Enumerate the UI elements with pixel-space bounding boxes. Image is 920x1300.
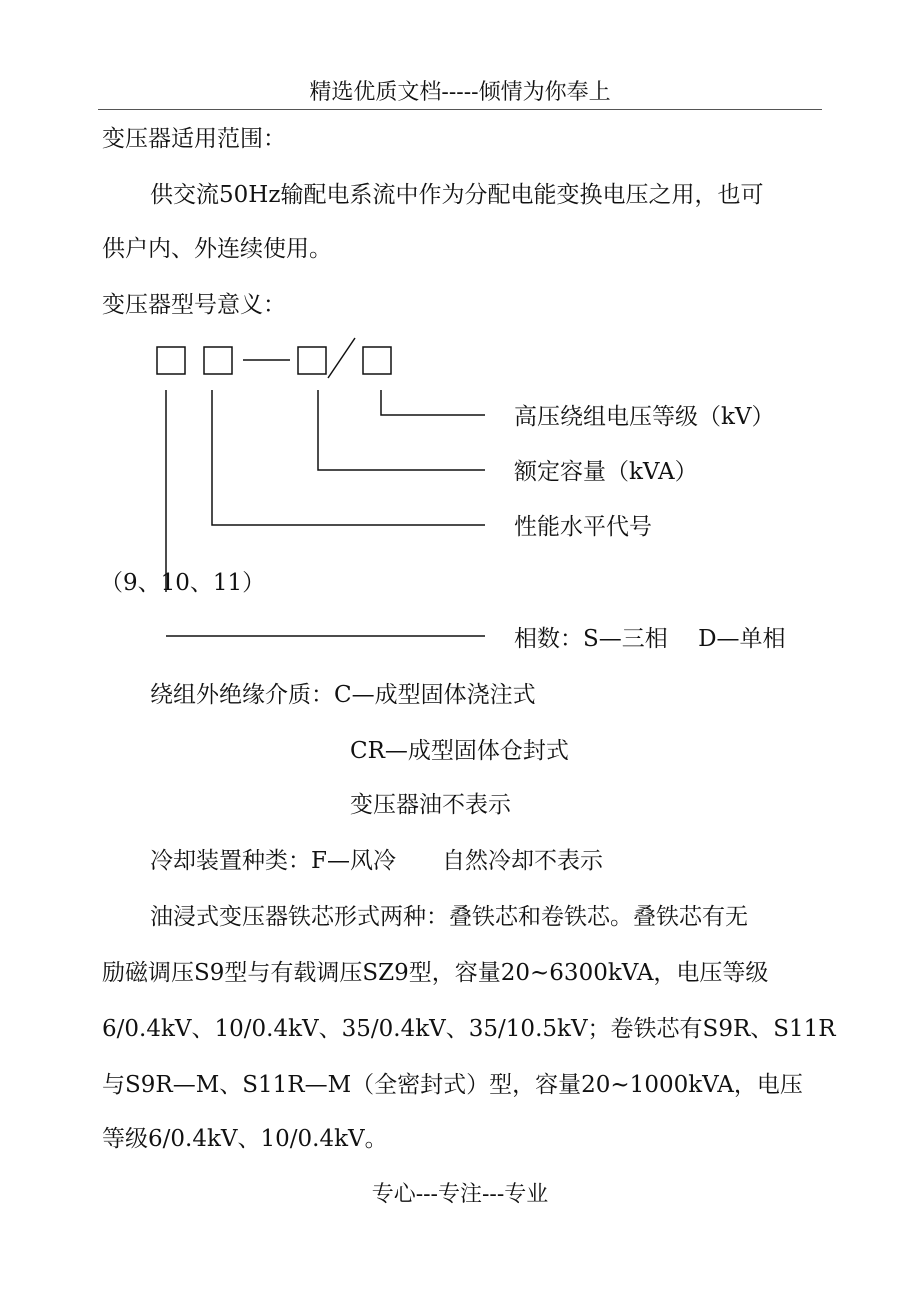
label-performance: 性能水平代号 <box>514 514 652 540</box>
core-line-4: 与S9R—M、S11R—M（全密封式）型，容量20~1000kVA，电压 <box>102 1072 803 1098</box>
insulation-line-3: 变压器油不表示 <box>350 792 511 818</box>
core-line-2: 励磁调压S9型与有载调压SZ9型，容量20~6300kVA，电压等级 <box>102 960 769 986</box>
label-voltage: 高压绕组电压等级（kV） <box>514 404 775 430</box>
voltage-leader <box>381 390 485 415</box>
cooling-line: 冷却装置种类：F—风冷 自然冷却不表示 <box>150 848 603 874</box>
performance-box <box>204 347 232 374</box>
phase-box <box>157 347 185 374</box>
capacity-box <box>298 347 326 374</box>
page-header: 精选优质文档-----倾情为你奉上 <box>309 80 611 105</box>
core-line-1: 油浸式变压器铁芯形式两种：叠铁芯和卷铁芯。叠铁芯有无 <box>150 904 748 930</box>
capacity-leader <box>318 390 485 470</box>
label-capacity: 额定容量（kVA） <box>514 459 698 485</box>
voltage-box <box>363 347 391 374</box>
label-phase: 相数：S—三相 D—单相 <box>514 626 786 652</box>
scope-title: 变压器适用范围： <box>102 126 286 152</box>
performance-values: （9、10、11） <box>100 570 266 596</box>
model-title: 变压器型号意义： <box>102 292 286 318</box>
insulation-line-2: CR—成型固体仓封式 <box>350 738 569 764</box>
page-footer: 专心---专注---专业 <box>371 1182 549 1207</box>
core-line-3: 6/0.4kV、10/0.4kV、35/0.4kV、35/10.5kV；卷铁芯有S9R、S11R <box>102 1016 836 1042</box>
scope-line-1: 供交流50Hz输配电系流中作为分配电能变换电压之用，也可 <box>150 182 764 208</box>
slash-line <box>328 338 355 378</box>
performance-leader <box>212 390 485 525</box>
scope-line-2: 供户内、外连续使用。 <box>102 236 332 262</box>
insulation-line-1: 绕组外绝缘介质：C—成型固体浇注式 <box>150 682 536 708</box>
core-line-5: 等级6/0.4kV、10/0.4kV。 <box>102 1126 388 1152</box>
